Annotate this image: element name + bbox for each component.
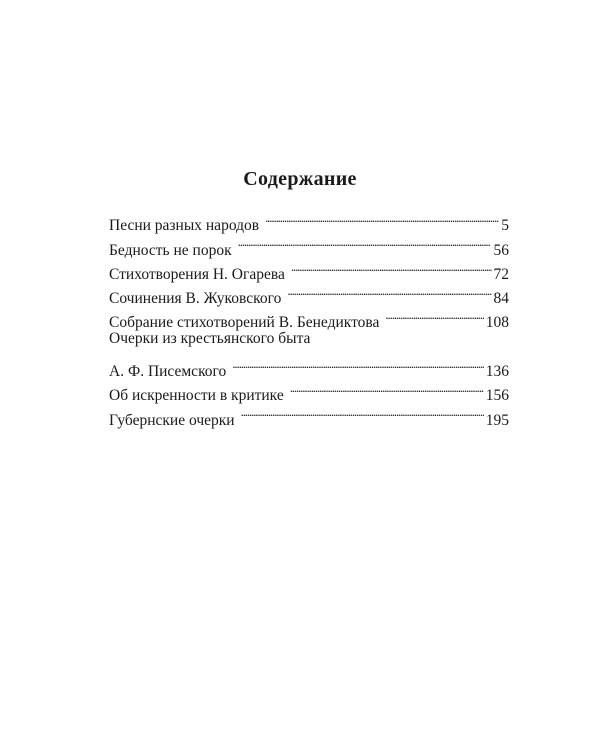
toc-entry-page: 5 xyxy=(501,217,509,235)
page-title: Содержание xyxy=(243,168,357,190)
toc-entry xyxy=(109,352,509,381)
toc-entry-page: 156 xyxy=(485,387,509,405)
toc-entry-title: Песни разных народов xyxy=(109,217,260,235)
dot-leader xyxy=(385,303,483,327)
dot-leader xyxy=(265,206,499,230)
toc-entry-page: 136 xyxy=(485,363,509,381)
dot-leader xyxy=(241,400,484,424)
toc-entry-title: Об искренности в критике xyxy=(109,387,284,405)
dot-leader xyxy=(290,376,484,400)
toc-entry-title: Бедность не порок xyxy=(109,241,232,259)
toc-entry xyxy=(109,327,509,351)
dot-leader xyxy=(291,255,492,279)
dot-leader xyxy=(238,230,492,254)
toc-entry xyxy=(109,206,509,235)
toc-entry-page: 56 xyxy=(493,241,509,259)
toc-entry-title: Собрание стихотворений В. Бенедиктова xyxy=(109,314,380,332)
toc-entry-title: Губернские очерки xyxy=(109,411,235,429)
toc-entry-title: Сочинения В. Жуковского xyxy=(109,290,282,308)
toc-entry-title: Стихотворения Н. Огарева xyxy=(109,265,285,283)
toc-entry-title: Очерки из крестьянского быта xyxy=(109,330,311,348)
dot-leader xyxy=(287,279,491,303)
toc-entry-page: 72 xyxy=(493,265,509,283)
toc-entry-page: 84 xyxy=(493,290,509,308)
toc-entry-page: 195 xyxy=(485,411,509,429)
dot-leader xyxy=(232,352,483,376)
table-of-contents xyxy=(109,206,509,429)
toc-entry-title: А. Ф. Писемского xyxy=(109,363,227,381)
toc-entry-page: 108 xyxy=(485,314,509,332)
